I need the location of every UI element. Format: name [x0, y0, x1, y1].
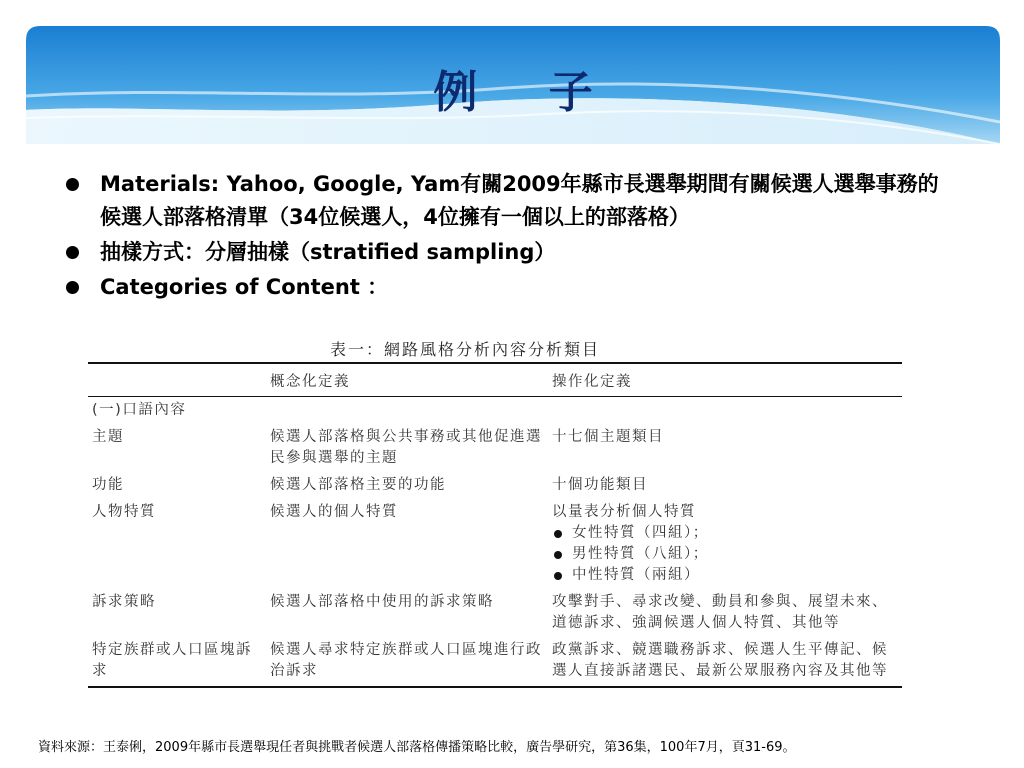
- slide-title: 例 子: [433, 67, 621, 118]
- trait-item: [552, 544, 898, 565]
- bullet-dot-icon: [66, 246, 79, 259]
- table-row: [88, 499, 902, 589]
- cell-concept: 候選人部落格主要的功能: [270, 477, 446, 493]
- bullet-text: 抽樣方式：分層抽樣（stratified sampling）: [100, 240, 556, 264]
- table-row: [88, 424, 902, 472]
- bullet-text: Categories of Content ：: [100, 275, 389, 299]
- bullet-dot-icon: [66, 178, 79, 191]
- cell-category: 功能: [92, 477, 124, 493]
- cell-category: 特定族群或人口區塊訴求: [88, 637, 266, 687]
- source-citation: 資料來源：王泰俐，2009年縣市長選舉現任者與挑戰者候選人部落格傳播策略比較，廣告學研究，第36集，100年7月，頁31-69。: [38, 740, 796, 755]
- cell-concept: 候選人尋求特定族群或人口區塊進行政治訴求: [266, 637, 548, 687]
- cell-category: 訴求策略: [92, 594, 156, 610]
- table-header-row: [88, 363, 902, 397]
- trait-item: [552, 523, 898, 544]
- bullet-dot-icon: [554, 551, 562, 559]
- trait-text: 中性特質（兩組）: [572, 567, 700, 583]
- header-cell-concept: 概念化定義: [266, 363, 548, 397]
- trait-list: [552, 523, 898, 586]
- table-row: [88, 637, 902, 687]
- content-categories-table: [88, 362, 902, 688]
- bullet-item: [66, 236, 946, 269]
- title-banner: [26, 26, 1000, 144]
- header-cell-category: [88, 363, 266, 397]
- cell-category: 主題: [92, 429, 124, 445]
- section-row: [88, 397, 902, 425]
- bullet-dot-icon: [66, 281, 79, 294]
- cell-operational: [548, 499, 902, 589]
- cell-concept: 候選人部落格與公共事務或其他促進選民參與選舉的主題: [270, 429, 542, 466]
- bullet-item: [66, 271, 946, 304]
- bullet-dot-icon: [554, 530, 562, 538]
- cell-operational: 十個功能類目: [552, 477, 648, 493]
- cell-concept: 候選人部落格中使用的訴求策略: [270, 594, 494, 610]
- header-cell-operational: 操作化定義: [548, 363, 902, 397]
- section-label: (一)口語內容: [92, 402, 187, 418]
- trait-text: 男性特質（八組）；: [572, 546, 709, 562]
- bullet-item: [66, 168, 946, 234]
- bullet-list: [66, 168, 946, 304]
- cell-operational: 十七個主題類目: [552, 429, 664, 445]
- table-row: [88, 589, 902, 637]
- trait-item: [552, 565, 898, 586]
- cell-concept: 候選人的個人特質: [270, 504, 398, 520]
- table-caption: 表一：網路風格分析內容分析類目: [330, 340, 601, 359]
- bullet-text: Materials: Yahoo, Google, Yam有關2009年縣市長選舉期間有關候選人選舉事務的候選人部落格清單（34位候選人，4位擁有一個以上的部落格）: [100, 172, 939, 229]
- table-row: [88, 472, 902, 499]
- cell-operational: 政黨訴求、競選職務訴求、候選人生平傳記、候選人直接訴諸選民、最新公眾服務內容及其他等: [548, 637, 902, 687]
- operational-text: 以量表分析個人特質: [552, 504, 696, 520]
- cell-category: 人物特質: [92, 504, 156, 520]
- trait-text: 女性特質（四組）；: [572, 525, 709, 541]
- bullet-dot-icon: [554, 572, 562, 580]
- cell-operational: 攻擊對手、尋求改變、動員和參與、展望未來、道德訴求、強調候選人個人特質、其他等: [552, 594, 888, 631]
